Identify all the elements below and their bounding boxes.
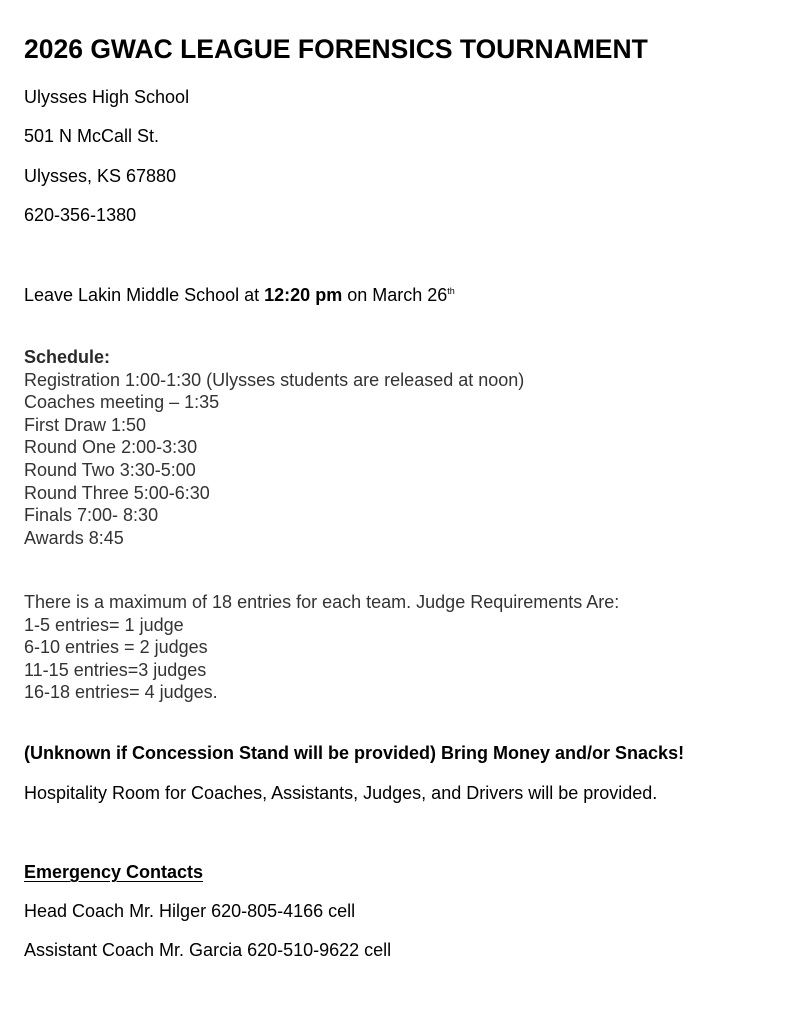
schedule-item: Round Three 5:00-6:30	[24, 482, 210, 503]
emergency-heading: Emergency Contacts	[24, 862, 204, 882]
schedule-item: First Draw 1:50	[24, 414, 147, 435]
judge-requirement: 11-15 entries=3 judges	[24, 659, 207, 680]
entries-section	[24, 591, 619, 704]
schedule-item: Finals 7:00- 8:30	[24, 505, 159, 526]
school-name: Ulysses High School	[24, 87, 190, 107]
departure-date-suffix: th	[447, 286, 455, 296]
judge-requirement: 16-18 entries= 4 judges.	[24, 682, 218, 703]
schedule-item: Coaches meeting – 1:35	[24, 392, 220, 413]
emergency-contact: Head Coach Mr. Hilger 620-805-4166 cell	[24, 901, 356, 921]
entries-intro: There is a maximum of 18 entries for each team. Judge Requirements Are:	[24, 592, 620, 612]
emergency-contact: Assistant Coach Mr. Garcia 620-510-9622 cell	[24, 940, 392, 960]
concession-notice: (Unknown if Concession Stand will be provided) Bring Money and/or Snacks!	[24, 743, 685, 763]
page-title: 2026 GWAC LEAGUE FORENSICS TOURNAMENT	[24, 34, 648, 64]
schedule-item: Round Two 3:30-5:00	[24, 459, 196, 480]
schedule-item: Awards 8:45	[24, 527, 124, 548]
hospitality-notice: Hospitality Room for Coaches, Assistants, Judges, and Drivers will be provided.	[24, 783, 658, 803]
street-address: 501 N McCall St.	[24, 126, 160, 146]
judge-requirement: 1-5 entries= 1 judge	[24, 614, 184, 635]
schedule-item: Round One 2:00-3:30	[24, 437, 198, 458]
city-state-zip: Ulysses, KS 67880	[24, 166, 177, 186]
school-phone: 620-356-1380	[24, 205, 137, 225]
judge-requirement: 6-10 entries = 2 judges	[24, 637, 208, 658]
departure-prefix: Leave Lakin Middle School at	[24, 285, 265, 305]
departure-time: 12:20 pm	[264, 285, 343, 305]
schedule-heading: Schedule:	[24, 347, 111, 367]
schedule-item: Registration 1:00-1:30 (Ulysses students are released at noon)	[24, 369, 525, 390]
schedule-section	[24, 346, 524, 549]
departure-date: on March 26	[342, 285, 448, 305]
departure-line	[24, 284, 455, 306]
